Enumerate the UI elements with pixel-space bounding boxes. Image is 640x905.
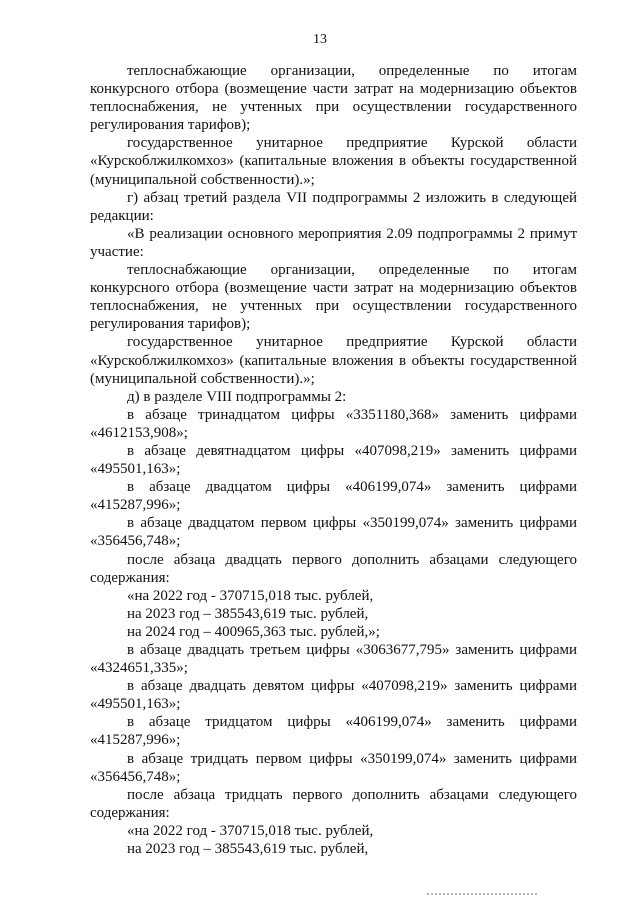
paragraph: в абзаце тридцать первом цифры «350199,074» заменить цифрами «356456,748»; — [90, 750, 577, 785]
paragraph: на 2023 год – 385543,619 тыс. рублей, — [127, 841, 369, 858]
paragraph: в абзаце тринадцатом цифры «3351180,368» заменить цифрами «4612153,908»; — [90, 406, 577, 441]
paragraph: в абзаце двадцать девятом цифры «407098,219» заменить цифрами «495501,163»; — [90, 678, 577, 713]
paragraph: после абзаца тридцать первого дополнить абзацами следующего содержания: — [90, 786, 577, 821]
paragraph: «на 2022 год - 370715,018 тыс. рублей, — [127, 587, 374, 604]
paragraph: в абзаце двадцатом цифры «406199,074» заменить цифрами «415287,996»; — [90, 479, 577, 514]
paragraph: г) абзац третий раздела VII подпрограммы 2 изложить в следующей редакции: — [90, 189, 577, 224]
paragraph: в абзаце девятнадцатом цифры «407098,219» заменить цифрами «495501,163»; — [90, 442, 577, 478]
paragraph: д) в разделе VIII подпрограммы 2: — [127, 388, 347, 405]
paragraph: «на 2022 год - 370715,018 тыс. рублей, — [127, 822, 374, 839]
paragraph: теплоснабжающие организации, определенные по итогам конкурсного отбора (возмещение части затрат на модернизацию объектов теплоснабжения, не учтенных при осуществлении государственного регулирования тарифов); — [90, 262, 577, 333]
document-body — [90, 62, 577, 858]
paragraph: государственное унитарное предприятие Курской области «Курскоблжилкомхоз» (капитальные вложения в объекты государственной (муниципальной собственности).»; — [90, 135, 577, 188]
paragraph: на 2023 год – 385543,619 тыс. рублей, — [127, 605, 369, 622]
page-number: 13 — [313, 32, 327, 47]
paragraph: в абзаце тридцатом цифры «406199,074» заменить цифрами «415287,996»; — [90, 714, 577, 749]
paragraph: на 2024 год – 400965,363 тыс. рублей,»; — [127, 623, 380, 640]
paragraph: после абзаца двадцать первого дополнить абзацами следующего содержания: — [90, 551, 577, 586]
scan-artifact-line — [427, 893, 537, 897]
paragraph: теплоснабжающие организации, определенные по итогам конкурсного отбора (возмещение части затрат на модернизацию объектов теплоснабжения, не учтенных при осуществлении государственного регулирования тарифов); — [90, 63, 577, 134]
paragraph: государственное унитарное предприятие Курской области «Курскоблжилкомхоз» (капитальные вложения в объекты государственной (муниципальной собственности).»; — [90, 334, 577, 387]
paragraph: «В реализации основного мероприятия 2.09 подпрограммы 2 примут участие: — [90, 225, 577, 260]
paragraph: в абзаце двадцатом первом цифры «350199,074» заменить цифрами «356456,748»; — [90, 515, 577, 550]
paragraph: в абзаце двадцать третьем цифры «3063677,795» заменить цифрами «4324651,335»; — [90, 642, 577, 677]
